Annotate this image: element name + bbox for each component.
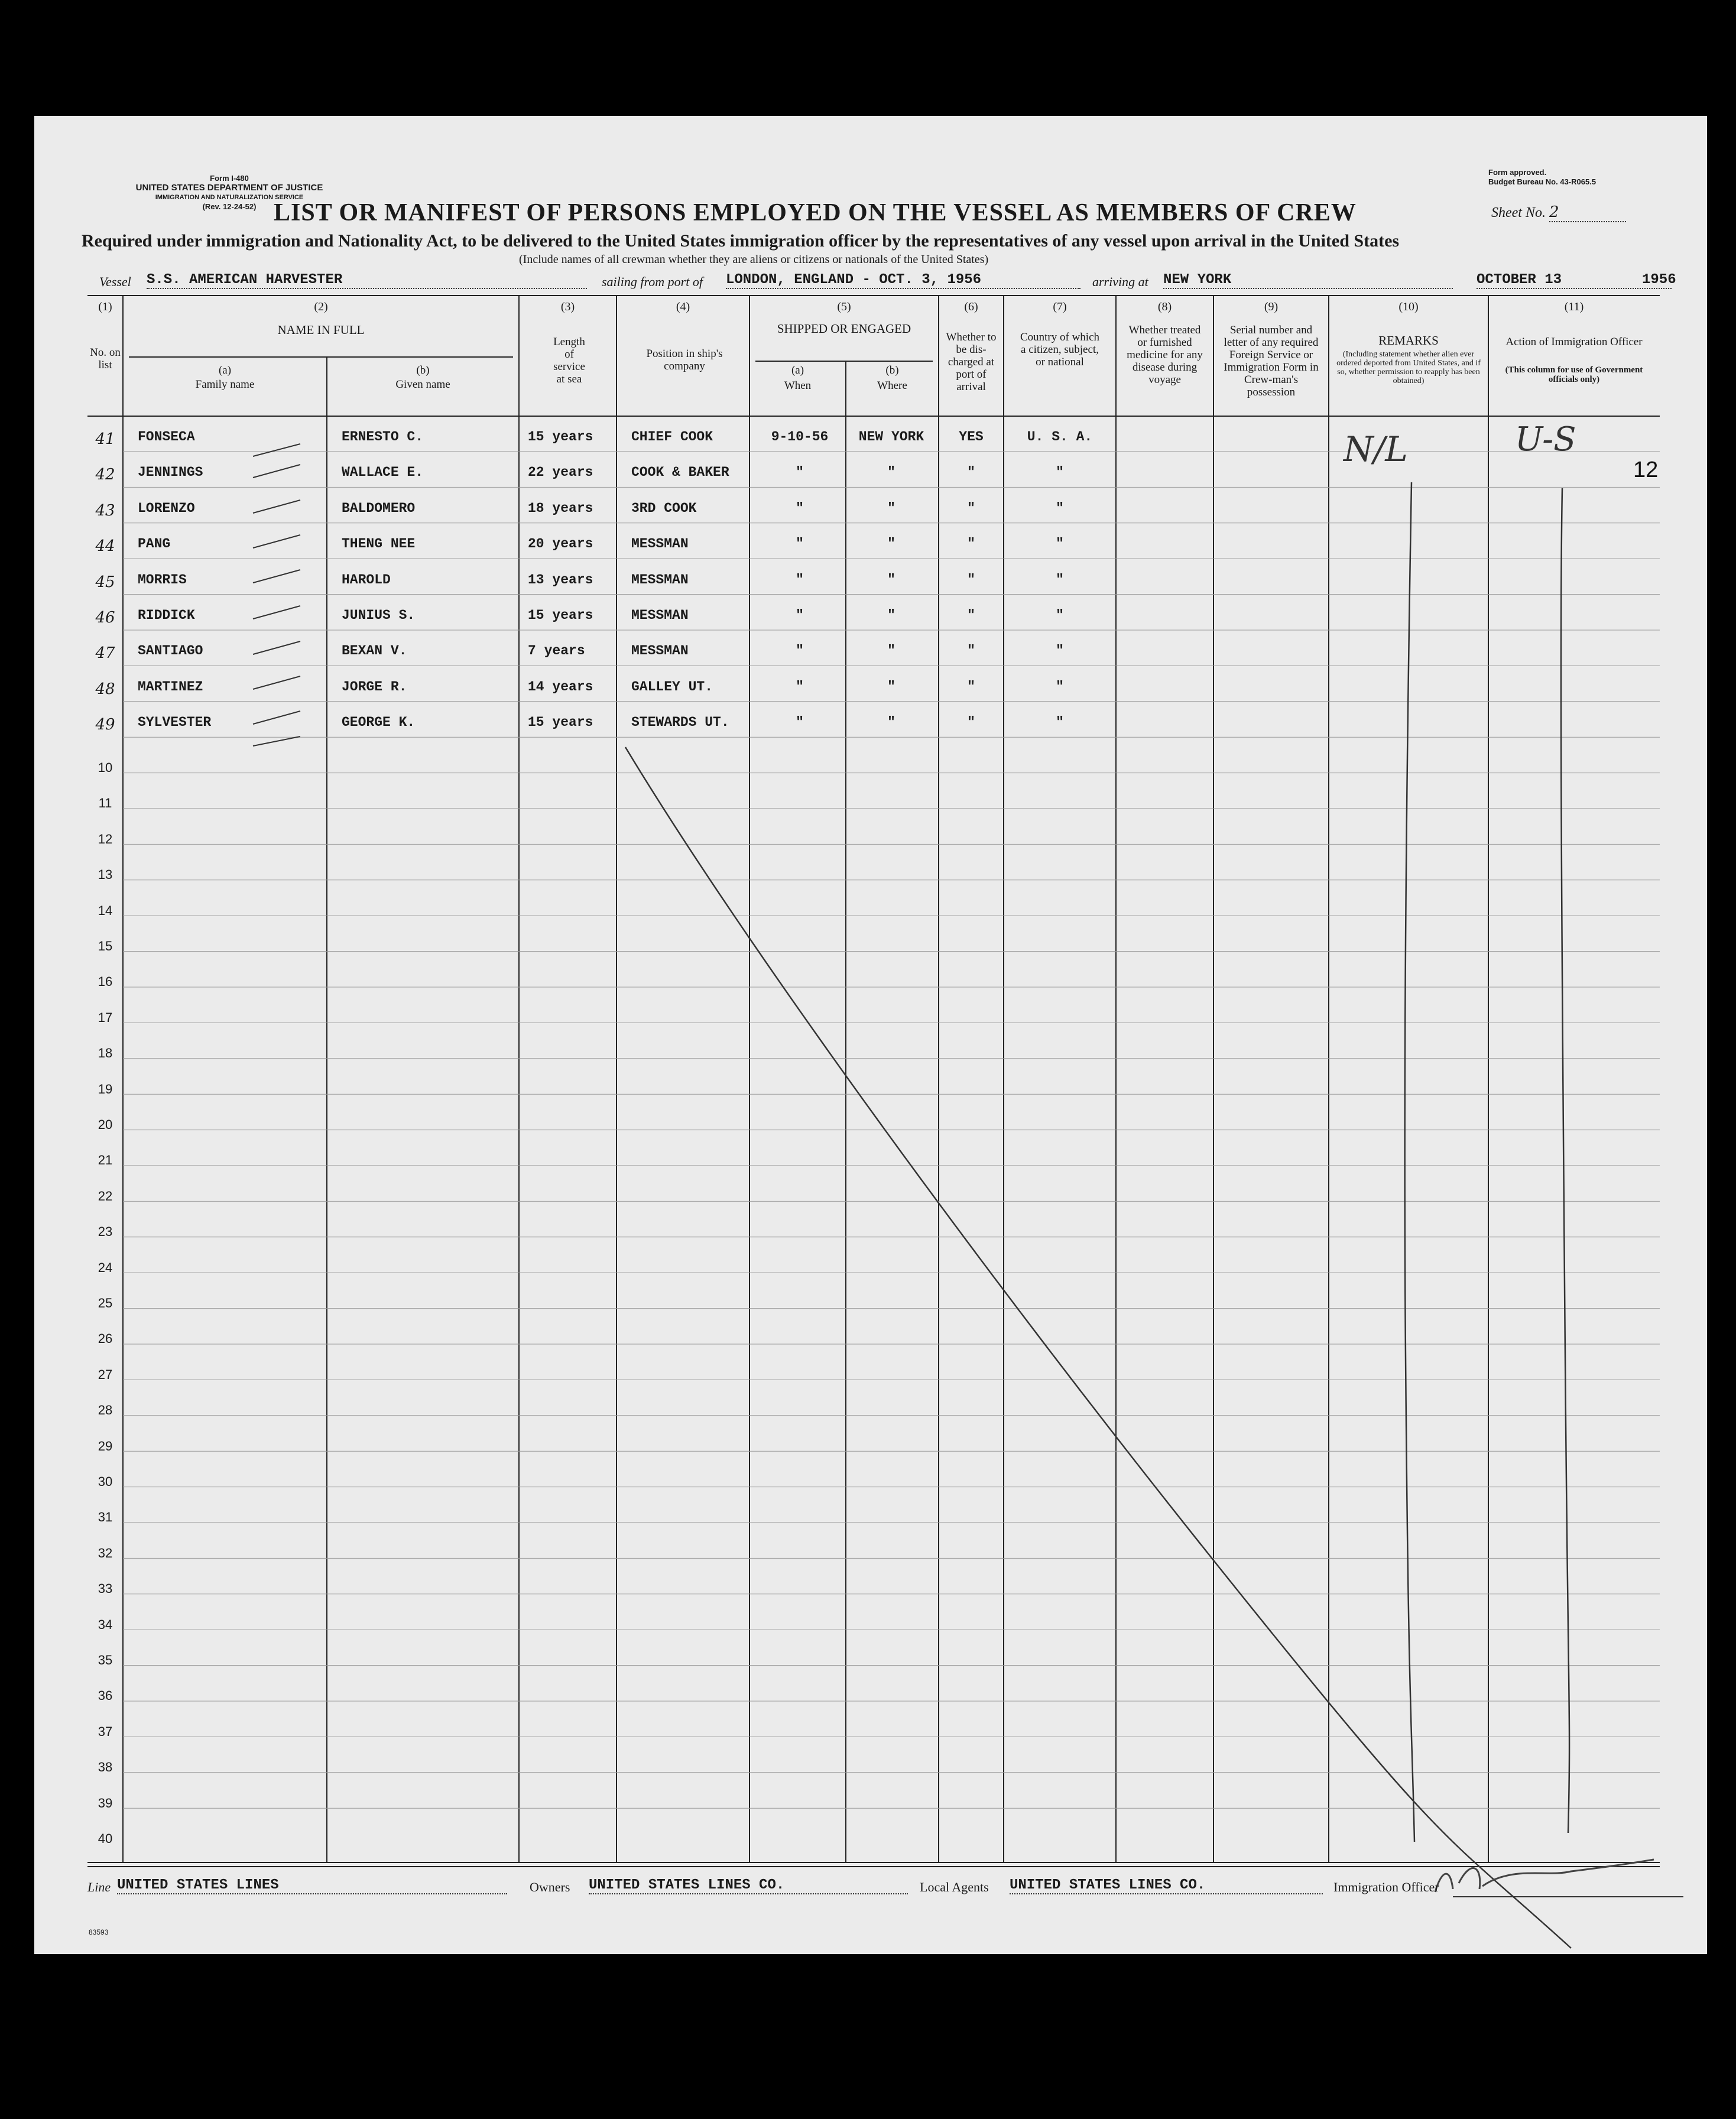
shipped-where-cell: NEW YORK — [858, 429, 924, 444]
col9-label: Serial number and letter of any required Foreign Service or Immigration Form in Crew-man's possession — [1224, 324, 1319, 398]
col2a-label: Family name — [195, 378, 255, 391]
empty-row-number: 25 — [98, 1296, 113, 1310]
sheet-label: Sheet No. — [1491, 205, 1546, 220]
given-name-cell: THENG NEE — [342, 536, 416, 552]
agents-value: UNITED STATES LINES CO. — [1010, 1877, 1323, 1894]
family-name-cell: MARTINEZ — [138, 679, 203, 695]
row-number: 41 — [95, 430, 115, 448]
row-number: 48 — [95, 680, 115, 698]
discharged-cell: YES — [959, 429, 984, 444]
agents-label: Local Agents — [920, 1880, 989, 1894]
col3-label: Length of service at sea — [553, 336, 585, 385]
family-name-cell: MORRIS — [138, 572, 187, 588]
service-name: IMMIGRATION AND NATURALIZATION SERVICE — [155, 194, 304, 201]
col8-label: Whether treated or furnished medicine for any disease during voyage — [1127, 324, 1203, 386]
col11-label: Action of Immigration Officer — [1505, 336, 1643, 348]
col2-label: NAME IN FULL — [277, 323, 365, 337]
row-number: 47 — [95, 644, 115, 663]
service-tally-marks — [253, 444, 300, 746]
shipped-when-cell: " — [796, 500, 804, 516]
owners-value: UNITED STATES LINES CO. — [589, 1877, 908, 1894]
col8-number: (8) — [1157, 300, 1172, 313]
remarks-ditto-line — [1405, 482, 1414, 1842]
family-name-cell: JENNINGS — [138, 465, 203, 481]
empty-row-number: 40 — [98, 1831, 113, 1846]
empty-row-number: 31 — [98, 1510, 113, 1525]
service-length-cell: 14 years — [528, 679, 593, 695]
empty-row-number: 27 — [98, 1367, 113, 1382]
discharged-cell: " — [967, 643, 975, 659]
col5b-number: (b) — [885, 364, 899, 377]
shipped-when-cell: " — [796, 715, 804, 731]
position-cell: COOK & BAKER — [631, 465, 729, 481]
print-code: 83593 — [89, 1928, 109, 1936]
position-cell: STEWARDS UT. — [631, 715, 729, 731]
empty-row-number: 18 — [98, 1046, 113, 1061]
given-name-cell: HAROLD — [342, 572, 391, 588]
shipped-when-cell: 9-10-56 — [771, 429, 829, 444]
row-number: 44 — [95, 537, 115, 556]
discharged-cell: " — [967, 500, 975, 516]
service-length-cell: 13 years — [528, 572, 593, 588]
shipped-when-cell: " — [796, 572, 804, 588]
empty-row-number: 38 — [98, 1760, 113, 1775]
col10-number: (10) — [1398, 300, 1419, 313]
family-name-cell: RIDDICK — [138, 608, 195, 623]
country-cell: U. S. A. — [1027, 429, 1093, 444]
position-cell: MESSMAN — [631, 643, 689, 659]
page-title: LIST OR MANIFEST OF PERSONS EMPLOYED ON THE VESSEL AS MEMBERS OF CREW — [274, 199, 1357, 226]
country-cell: " — [1056, 465, 1064, 481]
empty-row-number: 10 — [98, 760, 113, 775]
col7-label: Country of which a citizen, subject, or national — [1020, 331, 1100, 368]
position-cell: MESSMAN — [631, 608, 689, 623]
empty-row-number: 22 — [98, 1188, 113, 1203]
empty-row-number: 12 — [98, 831, 113, 846]
margin-count: 12 — [1633, 457, 1659, 482]
action-ditto-line — [1561, 488, 1569, 1833]
col1-label: No. on list — [90, 346, 121, 371]
empty-row-number: 34 — [98, 1617, 113, 1632]
officer-signature-line — [1453, 1896, 1683, 1897]
remarks-handwriting: N/L — [1344, 429, 1408, 469]
empty-row-number: 21 — [98, 1153, 113, 1168]
vessel-label: Vessel — [99, 274, 131, 289]
family-name-cell: SYLVESTER — [138, 715, 212, 731]
col10-label: REMARKS — [1378, 333, 1439, 348]
form-revision: (Rev. 12-24-52) — [202, 202, 257, 211]
discharged-cell: " — [967, 679, 975, 695]
row-number: 49 — [95, 716, 115, 734]
col11-sub: (This column for use of Government officials only) — [1505, 365, 1643, 384]
col2-number: (2) — [314, 300, 328, 313]
arriving-label: arriving at — [1092, 274, 1148, 289]
arrival-year: 1956 — [1642, 272, 1676, 288]
col5a-label: When — [784, 379, 812, 392]
footer-line — [87, 1876, 1683, 1900]
country-cell: " — [1056, 536, 1064, 552]
department-name: UNITED STATES DEPARTMENT OF JUSTICE — [135, 183, 323, 193]
empty-row-number: 33 — [98, 1581, 113, 1596]
row-number: 43 — [95, 501, 115, 520]
country-cell: " — [1056, 608, 1064, 623]
col1-number: (1) — [98, 300, 112, 313]
vessel-name: S.S. AMERICAN HARVESTER — [147, 272, 587, 289]
empty-row-number: 35 — [98, 1653, 113, 1667]
line-value: UNITED STATES LINES — [117, 1877, 507, 1894]
country-cell: " — [1056, 715, 1064, 731]
shipped-when-cell: " — [796, 643, 804, 659]
position-cell: MESSMAN — [631, 572, 689, 588]
page-subtitle: Required under immigration and Nationality Act, to be delivered to the United States immigration officer by the representatives of any vessel upon arrival in the United States — [82, 231, 1400, 251]
shipped-when-cell: " — [796, 536, 804, 552]
discharged-cell: " — [967, 536, 975, 552]
service-length-cell: 15 years — [528, 715, 593, 731]
given-name-cell: GEORGE K. — [342, 715, 416, 731]
given-name-cell: ERNESTO C. — [342, 429, 424, 444]
empty-row-number: 14 — [98, 903, 113, 918]
position-cell: CHIEF COOK — [631, 429, 713, 444]
empty-row-number: 30 — [98, 1474, 113, 1489]
budget-bureau: Budget Bureau No. 43-R065.5 — [1488, 177, 1597, 186]
family-name-cell: FONSECA — [138, 429, 195, 444]
family-name-cell: PANG — [138, 536, 171, 552]
shipped-where-cell: " — [887, 500, 895, 516]
service-length-cell: 7 years — [528, 643, 585, 659]
discharged-cell: " — [967, 608, 975, 623]
empty-row-number: 36 — [98, 1688, 113, 1703]
empty-row-number: 37 — [98, 1724, 113, 1739]
family-name-cell: LORENZO — [138, 500, 195, 516]
officer-label: Immigration Officer — [1333, 1880, 1439, 1894]
sheet-no-value: 2 — [1549, 203, 1626, 222]
empty-row-number: 19 — [98, 1081, 113, 1096]
empty-row-number: 39 — [98, 1795, 113, 1810]
empty-row-number: 16 — [98, 974, 113, 989]
discharged-cell: " — [967, 465, 975, 481]
col7-number: (7) — [1053, 300, 1067, 313]
empty-row-number: 23 — [98, 1224, 113, 1239]
col2a-number: (a) — [218, 364, 232, 377]
col5-label: SHIPPED OR ENGAGED — [777, 322, 911, 336]
arrival-date: OCTOBER 13 — [1477, 272, 1672, 289]
given-name-cell: WALLACE E. — [342, 465, 424, 481]
empty-row-number: 11 — [98, 796, 112, 811]
sailing-label: sailing from port of — [602, 274, 703, 289]
col5b-label: Where — [877, 379, 907, 392]
col9-number: (9) — [1264, 300, 1279, 313]
given-name-cell: BEXAN V. — [342, 643, 407, 659]
col10-sub: (Including statement whether alien ever ordered deported from United States, and if so, whether permission to reapply has been obtained) — [1336, 350, 1481, 385]
line-label: Line — [87, 1880, 111, 1894]
country-cell: " — [1056, 679, 1064, 695]
row-number: 42 — [95, 466, 115, 484]
cancellation-line — [625, 747, 1571, 1948]
position-cell: GALLEY UT. — [631, 679, 713, 695]
inclusion-note: (Include names of all crewman whether they are aliens or citizens or nationals of the United States) — [519, 253, 989, 266]
row-number: 46 — [95, 609, 115, 627]
service-length-cell: 22 years — [528, 465, 593, 481]
col5-number: (5) — [837, 300, 851, 313]
row-number: 45 — [95, 573, 115, 591]
empty-row-number: 26 — [98, 1331, 113, 1346]
col4-label: Position in ship's company — [646, 348, 723, 372]
country-cell: " — [1056, 643, 1064, 659]
family-name-cell: SANTIAGO — [138, 643, 203, 659]
position-cell: 3RD COOK — [631, 500, 697, 516]
service-length-cell: 15 years — [528, 429, 593, 444]
given-name-cell: BALDOMERO — [342, 500, 416, 516]
form-approved: Form approved. — [1488, 168, 1547, 177]
position-cell: MESSMAN — [631, 536, 689, 552]
shipped-when-cell: " — [796, 465, 804, 481]
service-length-cell: 15 years — [528, 608, 593, 623]
col2b-number: (b) — [416, 364, 430, 377]
shipped-where-cell: " — [887, 715, 895, 731]
arriving-at: NEW YORK — [1163, 272, 1453, 289]
given-name-cell: JUNIUS S. — [342, 608, 416, 623]
discharged-cell: " — [967, 572, 975, 588]
empty-row-number: 29 — [98, 1438, 113, 1453]
empty-row-number: 24 — [98, 1260, 113, 1275]
shipped-where-cell: " — [887, 572, 895, 588]
empty-row-number: 28 — [98, 1403, 113, 1418]
col6-number: (6) — [964, 300, 978, 313]
empty-row-number: 32 — [98, 1545, 113, 1560]
col2b-label: Given name — [395, 378, 450, 391]
manifest-sheet — [34, 116, 1707, 1954]
sailing-from: LONDON, ENGLAND - OCT. 3, 1956 — [726, 272, 1080, 289]
shipped-when-cell: " — [796, 608, 804, 623]
empty-row-number: 20 — [98, 1117, 113, 1132]
service-length-cell: 20 years — [528, 536, 593, 552]
shipped-where-cell: " — [887, 679, 895, 695]
empty-row-number: 13 — [98, 867, 113, 882]
col6-label: Whether to be dis-charged at port of arrival — [946, 331, 997, 393]
shipped-when-cell: " — [796, 679, 804, 695]
form-number: Form I-480 — [210, 174, 249, 183]
col11-number: (11) — [1564, 300, 1584, 313]
owners-label: Owners — [530, 1880, 570, 1894]
col3-number: (3) — [560, 300, 575, 313]
shipped-where-cell: " — [887, 608, 895, 623]
country-cell: " — [1056, 572, 1064, 588]
shipped-where-cell: " — [887, 536, 895, 552]
country-cell: " — [1056, 500, 1064, 516]
empty-row-number: 17 — [98, 1010, 113, 1025]
col5a-number: (a) — [791, 364, 804, 377]
shipped-where-cell: " — [887, 643, 895, 659]
given-name-cell: JORGE R. — [342, 679, 407, 695]
action-handwriting: U-S — [1515, 420, 1576, 459]
shipped-where-cell: " — [887, 465, 895, 481]
empty-row-number: 15 — [98, 939, 113, 953]
col4-number: (4) — [676, 300, 690, 313]
discharged-cell: " — [967, 715, 975, 731]
service-length-cell: 18 years — [528, 500, 593, 516]
